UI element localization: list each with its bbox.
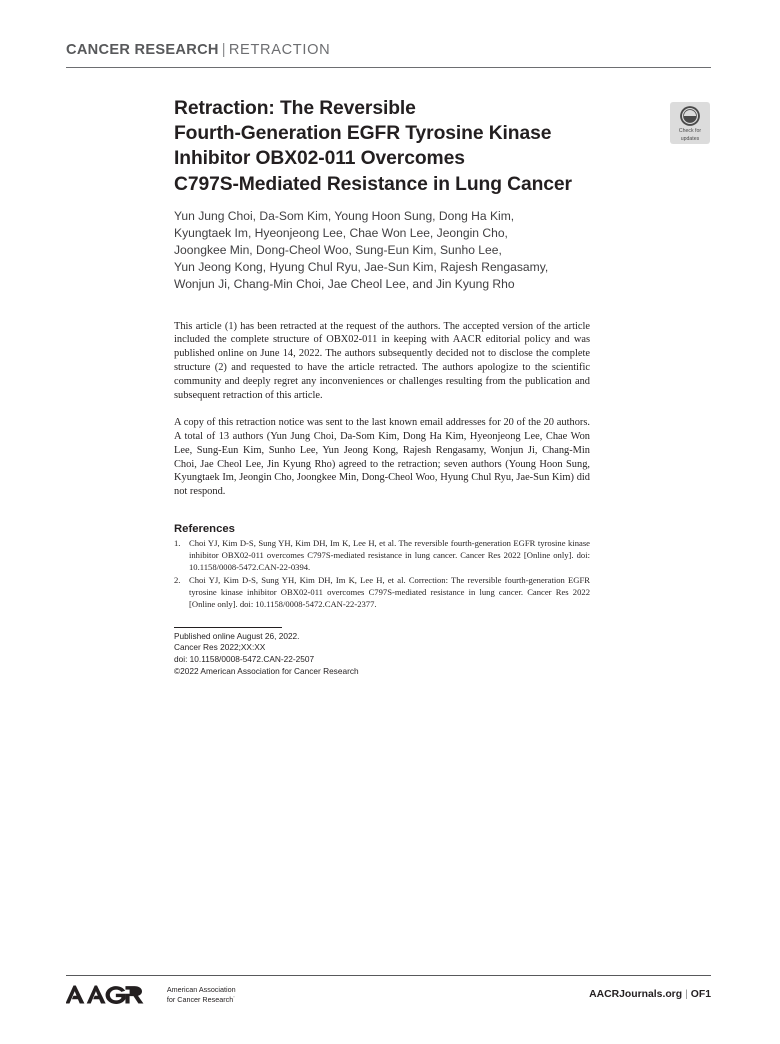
article-type: RETRACTION bbox=[228, 42, 331, 58]
references-heading: References bbox=[174, 523, 235, 536]
title-line: Fourth-Generation EGFR Tyrosine Kinase bbox=[174, 123, 552, 145]
author-line: Yun Jung Choi, Da-Som Kim, Young Hoon Sung, Dong Ha Kim, bbox=[174, 208, 515, 223]
crossmark-label-line2: updates bbox=[680, 135, 700, 142]
body-paragraph: This article (1) has been retracted at the request of the authors. The accepted version of the article included the complete structure of OBX02-011 in keeping with AACR editorial policy and was published online on June 14, 2022. The authors subsequently decided not to disclose the complete structure (2) and requested to have the article retracted. The authors apologize to the scientific community and deeply regret any inconveniences or challenges resulting from the publication and subsequent retraction of this article. bbox=[174, 320, 590, 401]
reference-text: Choi YJ, Kim D-S, Sung YH, Kim DH, Im K, Lee H, et al. The reversible fourth-generation EGFR tyrosine kinase inhibitor OBX02-011 overcomes C797S-mediated resistance in lung cancer. Cancer Res 2022 [Online only]. doi: 10.1158/0008-5472.CAN-22-0394. bbox=[189, 538, 590, 573]
running-head-line bbox=[66, 42, 711, 60]
reference-number: 1. bbox=[174, 538, 181, 549]
footer-separator: | bbox=[685, 989, 688, 1001]
journal-name: CANCER RESEARCH bbox=[66, 42, 219, 58]
reference-item bbox=[174, 538, 590, 574]
reference-number: 2. bbox=[174, 574, 181, 585]
citation-line: Cancer Res 2022;XX:XX bbox=[174, 642, 266, 653]
reference-item bbox=[174, 575, 590, 611]
title-line: Inhibitor OBX02-011 Overcomes bbox=[174, 148, 465, 170]
reference-text: Choi YJ, Kim D-S, Sung YH, Kim DH, Im K, Lee H, et al. Correction: The reversible fourth-generation EGFR tyrosine kinase inhibitor OBX02-011 overcomes C797S-mediated resistance in lung cancer. Cancer Res 2022 [Online only]. doi: 10.1158/0008-5472.CAN-22-2377. bbox=[189, 574, 590, 609]
crossmark-circle-icon bbox=[679, 105, 701, 127]
page-number: OF1 bbox=[690, 989, 711, 1001]
crossmark-check-for-updates-badge[interactable] bbox=[670, 102, 710, 144]
page-footer bbox=[66, 985, 711, 1004]
references-section bbox=[174, 523, 590, 610]
publication-info-rule bbox=[174, 627, 282, 628]
aacr-journals-site-link[interactable]: AACRJournals.org bbox=[589, 989, 683, 1001]
author-line: Kyungtaek Im, Hyeonjeong Lee, Chae Won Lee, Jeongin Cho, bbox=[174, 225, 508, 240]
author-line: Wonjun Ji, Chang-Min Choi, Jae Cheol Lee, and Jin Kyung Rho bbox=[174, 277, 515, 292]
aacr-tagline-line2: for Cancer Research˙ bbox=[166, 994, 236, 1004]
aacr-logo-tagline bbox=[167, 985, 236, 1004]
page-title bbox=[174, 96, 590, 197]
published-online-date: Published online August 26, 2022. bbox=[174, 630, 300, 641]
aacr-wordmark-icon bbox=[66, 985, 160, 1004]
body-paragraph: A copy of this retraction notice was sent to the last known email addresses for 20 of the 20 authors. A total of 13 authors (Yun Jung Choi, Da-Som Kim, Dong Ha Kim, Hyeonjeong Lee, Chae Won Lee, Sung-Eun Kim, Sunho Lee, Yun Jeong Kong, Rajesh Rengasamy, Wonjun Ji, Chang-Min Choi, Jae Cheol Lee, Jin Kyung Rho) agreed to the retraction; seven authors (Young Hoon Sung, Kyungtaek Im, Jeongin Cho, Joongkee Min, Dong-Cheol Woo, Hyung Chul Ryu, Jae-Sun Kim) did not respond. bbox=[174, 416, 590, 498]
author-line: Joongkee Min, Dong-Cheol Woo, Sung-Eun Kim, Sunho Lee, bbox=[174, 243, 502, 258]
retraction-notice-body bbox=[174, 320, 590, 500]
running-head bbox=[66, 42, 711, 68]
author-line: Yun Jeong Kong, Hyung Chul Ryu, Jae-Sun Kim, Rajesh Rengasamy, bbox=[174, 260, 549, 275]
article-content bbox=[174, 96, 590, 678]
title-line: Retraction: The Reversible bbox=[174, 98, 416, 119]
publication-info bbox=[174, 627, 406, 678]
title-line: C797S-Mediated Resistance in Lung Cancer bbox=[174, 173, 572, 195]
aacr-logo bbox=[66, 985, 236, 1004]
author-list bbox=[174, 208, 590, 294]
running-head-separator: | bbox=[221, 42, 226, 58]
footer-rule bbox=[66, 975, 711, 976]
footer-journal-info bbox=[589, 989, 711, 1000]
aacr-tagline-line1: American Association bbox=[166, 985, 236, 994]
crossmark-label-line1: Check for bbox=[678, 128, 702, 134]
running-head-rule bbox=[66, 67, 711, 68]
doi-line[interactable]: doi: 10.1158/0008-5472.CAN-22-2507 bbox=[174, 654, 315, 665]
copyright-line: ©2022 American Association for Cancer Research bbox=[174, 665, 359, 676]
